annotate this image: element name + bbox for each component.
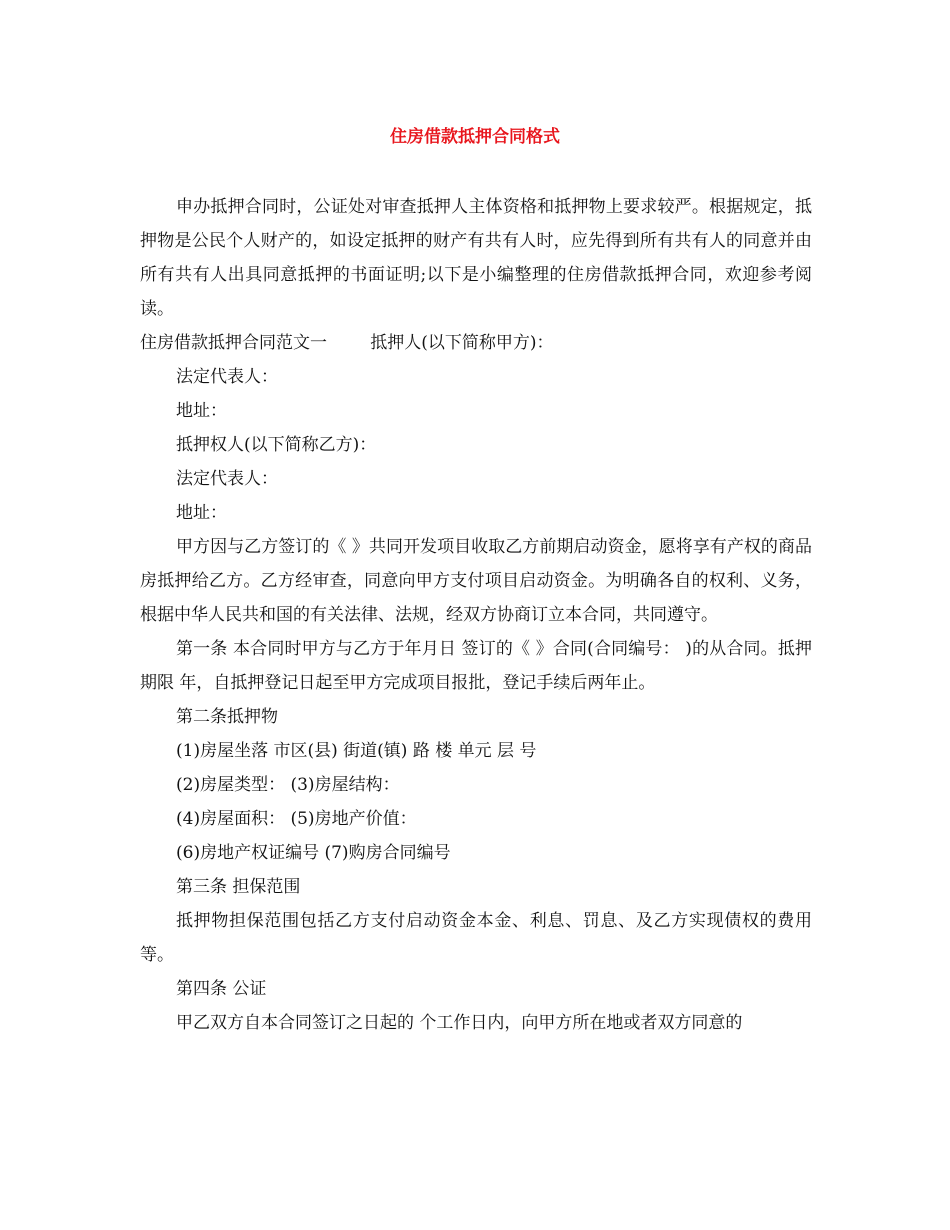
party-b-label: 抵押权人(以下简称乙方)： <box>176 435 377 455</box>
sample-heading-line: 住房借款抵押合同范文一 抵押人(以下简称甲方)： <box>140 333 554 353</box>
collateral-item-1: (1)房屋坐落 市区(县) 街道(镇) 路 楼 单元 层 号 <box>176 741 537 761</box>
document-body <box>140 190 812 1040</box>
collateral-items-6-7: (6)房地产权证编号 (7)购房合同编号 <box>176 843 451 863</box>
article-3-body: 抵押物担保范围包括乙方支付启动资金本金、利息、罚息、及乙方实现债权的费用等。 <box>140 911 812 965</box>
document-title: 住房借款抵押合同格式 <box>390 127 560 147</box>
collateral-items-2-3: (2)房屋类型： (3)房屋结构： <box>176 775 400 795</box>
article-1: 第一条 本合同时甲方与乙方于年月日 签订的《 》合同(合同编号： )的从合同。抵押期限 年，自抵押登记日起至甲方完成项目报批，登记手续后两年止。 <box>140 639 812 693</box>
article-2-heading: 第二条抵押物 <box>176 707 278 727</box>
party-b-representative: 法定代表人： <box>176 469 278 489</box>
article-4-body: 甲乙双方自本合同签订之日起的 个工作日内，向甲方所在地或者双方同意的 <box>176 1013 743 1033</box>
party-a-representative: 法定代表人： <box>176 367 278 387</box>
party-a-address: 地址： <box>176 401 227 421</box>
article-3-heading: 第三条 担保范围 <box>176 877 301 897</box>
collateral-items-4-5: (4)房屋面积： (5)房地产价值： <box>176 809 417 829</box>
article-4-heading: 第四条 公证 <box>176 979 267 999</box>
intro-paragraph: 申办抵押合同时，公证处对审查抵押人主体资格和抵押物上要求较严。根据规定，抵押物是公民个人财产的，如设定抵押的财产有共有人时，应先得到所有共有人的同意并由所有共有人出具同意抵押的书面证明;以下是小编整理的住房借款抵押合同，欢迎参考阅读。 <box>140 197 812 319</box>
party-b-address: 地址： <box>176 503 227 523</box>
preamble-paragraph: 甲方因与乙方签订的《 》共同开发项目收取乙方前期启动资金，愿将享有产权的商品房抵押给乙方。乙方经审查，同意向甲方支付项目启动资金。为明确各自的权利、义务，根据中华人民共和国的有关法律、法规，经双方协商订立本合同，共同遵守。 <box>140 537 812 625</box>
